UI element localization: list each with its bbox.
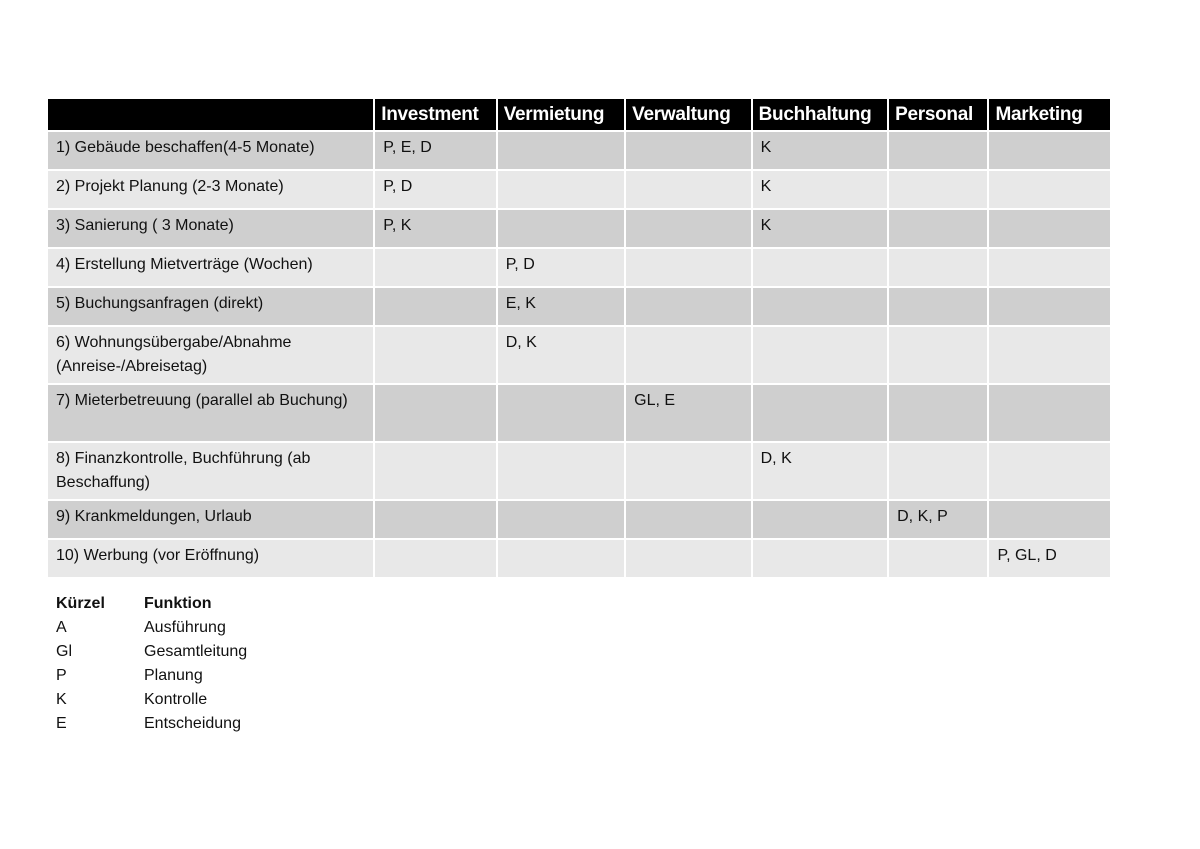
role-cell — [626, 210, 750, 247]
role-cell — [889, 249, 987, 286]
role-cell — [375, 288, 495, 325]
column-header-investment: Investment — [375, 99, 495, 130]
table-row — [48, 385, 1110, 441]
legend-header-abbr: Kürzel — [56, 595, 105, 612]
role-cell — [375, 501, 495, 538]
legend-item — [56, 616, 247, 640]
legend-header-meaning: Funktion — [144, 595, 212, 612]
task-cell: 9) Krankmeldungen, Urlaub — [48, 501, 373, 538]
role-cell — [753, 385, 888, 441]
role-cell — [989, 501, 1110, 538]
role-cell — [889, 210, 987, 247]
role-cell — [989, 249, 1110, 286]
role-cell — [889, 288, 987, 325]
role-cell — [753, 501, 888, 538]
task-cell: 8) Finanzkontrolle, Buchführung (ab Beschaffung) — [48, 443, 373, 499]
table-row — [48, 327, 1110, 383]
legend-item — [56, 664, 247, 688]
role-cell — [889, 327, 987, 383]
role-cell: P, D — [375, 171, 495, 208]
role-cell — [375, 327, 495, 383]
legend-meaning: Gesamtleitung — [144, 643, 248, 660]
role-cell — [753, 288, 888, 325]
task-cell: 7) Mieterbetreuung (parallel ab Buchung) — [48, 385, 373, 441]
legend — [56, 592, 247, 736]
role-cell — [626, 132, 750, 169]
table-row — [48, 501, 1110, 538]
task-cell: 5) Buchungsanfragen (direkt) — [48, 288, 373, 325]
legend-item — [56, 640, 247, 664]
legend-abbr: K — [56, 691, 67, 708]
role-cell: P, GL, D — [989, 540, 1110, 577]
legend-meaning: Entscheidung — [144, 715, 241, 732]
role-cell — [889, 385, 987, 441]
task-cell: 2) Projekt Planung (2-3 Monate) — [48, 171, 373, 208]
role-cell — [375, 540, 495, 577]
legend-abbr: A — [56, 619, 67, 636]
legend-meaning: Ausführung — [144, 619, 226, 636]
role-cell — [375, 249, 495, 286]
role-cell — [498, 385, 624, 441]
role-cell — [989, 288, 1110, 325]
role-cell — [989, 443, 1110, 499]
role-cell — [498, 210, 624, 247]
role-cell: P, E, D — [375, 132, 495, 169]
task-cell: 3) Sanierung ( 3 Monate) — [48, 210, 373, 247]
role-cell — [498, 171, 624, 208]
column-header-marketing: Marketing — [989, 99, 1110, 130]
legend-abbr: Gl — [56, 643, 72, 660]
role-cell — [889, 540, 987, 577]
role-cell — [753, 249, 888, 286]
column-header-verwaltung: Verwaltung — [626, 99, 750, 130]
role-cell — [753, 327, 888, 383]
header-corner — [48, 99, 373, 130]
role-cell — [989, 327, 1110, 383]
role-cell — [889, 132, 987, 169]
role-cell — [989, 210, 1110, 247]
header-row — [48, 99, 1110, 130]
role-cell: D, K, P — [889, 501, 987, 538]
legend-meaning: Planung — [144, 667, 203, 684]
role-cell — [626, 443, 750, 499]
role-cell — [375, 443, 495, 499]
role-cell — [375, 385, 495, 441]
role-cell — [626, 171, 750, 208]
role-cell: E, K — [498, 288, 624, 325]
role-cell — [989, 385, 1110, 441]
column-header-personal: Personal — [889, 99, 987, 130]
role-cell — [498, 540, 624, 577]
legend-header-row — [56, 592, 247, 616]
table-row — [48, 443, 1110, 499]
role-cell — [889, 171, 987, 208]
role-cell: D, K — [498, 327, 624, 383]
table-row — [48, 249, 1110, 286]
table-row — [48, 540, 1110, 577]
role-cell — [889, 443, 987, 499]
legend-abbr: P — [56, 667, 67, 684]
role-cell — [626, 288, 750, 325]
role-cell: GL, E — [626, 385, 750, 441]
table-row — [48, 210, 1110, 247]
role-cell — [989, 171, 1110, 208]
role-cell — [498, 501, 624, 538]
task-cell: 10) Werbung (vor Eröffnung) — [48, 540, 373, 577]
role-cell — [626, 327, 750, 383]
role-cell — [498, 443, 624, 499]
responsibility-matrix — [46, 97, 1112, 579]
role-cell — [989, 132, 1110, 169]
task-cell: 1) Gebäude beschaffen(4-5 Monate) — [48, 132, 373, 169]
role-cell — [753, 540, 888, 577]
table-row — [48, 288, 1110, 325]
role-cell: K — [753, 132, 888, 169]
role-cell: K — [753, 171, 888, 208]
legend-item — [56, 688, 247, 712]
role-cell — [626, 501, 750, 538]
legend-meaning: Kontrolle — [144, 691, 208, 708]
task-cell: 4) Erstellung Mietverträge (Wochen) — [48, 249, 373, 286]
legend-abbr: E — [56, 715, 67, 732]
task-cell: 6) Wohnungsübergabe/Abnahme (Anreise-/Abreisetag) — [48, 327, 373, 383]
role-cell: K — [753, 210, 888, 247]
role-cell — [626, 249, 750, 286]
column-header-vermietung: Vermietung — [498, 99, 624, 130]
role-cell: P, K — [375, 210, 495, 247]
role-cell — [626, 540, 750, 577]
role-cell: D, K — [753, 443, 888, 499]
table-row — [48, 132, 1110, 169]
table-row — [48, 171, 1110, 208]
column-header-buchhaltung: Buchhaltung — [753, 99, 888, 130]
role-cell — [498, 132, 624, 169]
role-cell: P, D — [498, 249, 624, 286]
legend-item — [56, 712, 247, 736]
